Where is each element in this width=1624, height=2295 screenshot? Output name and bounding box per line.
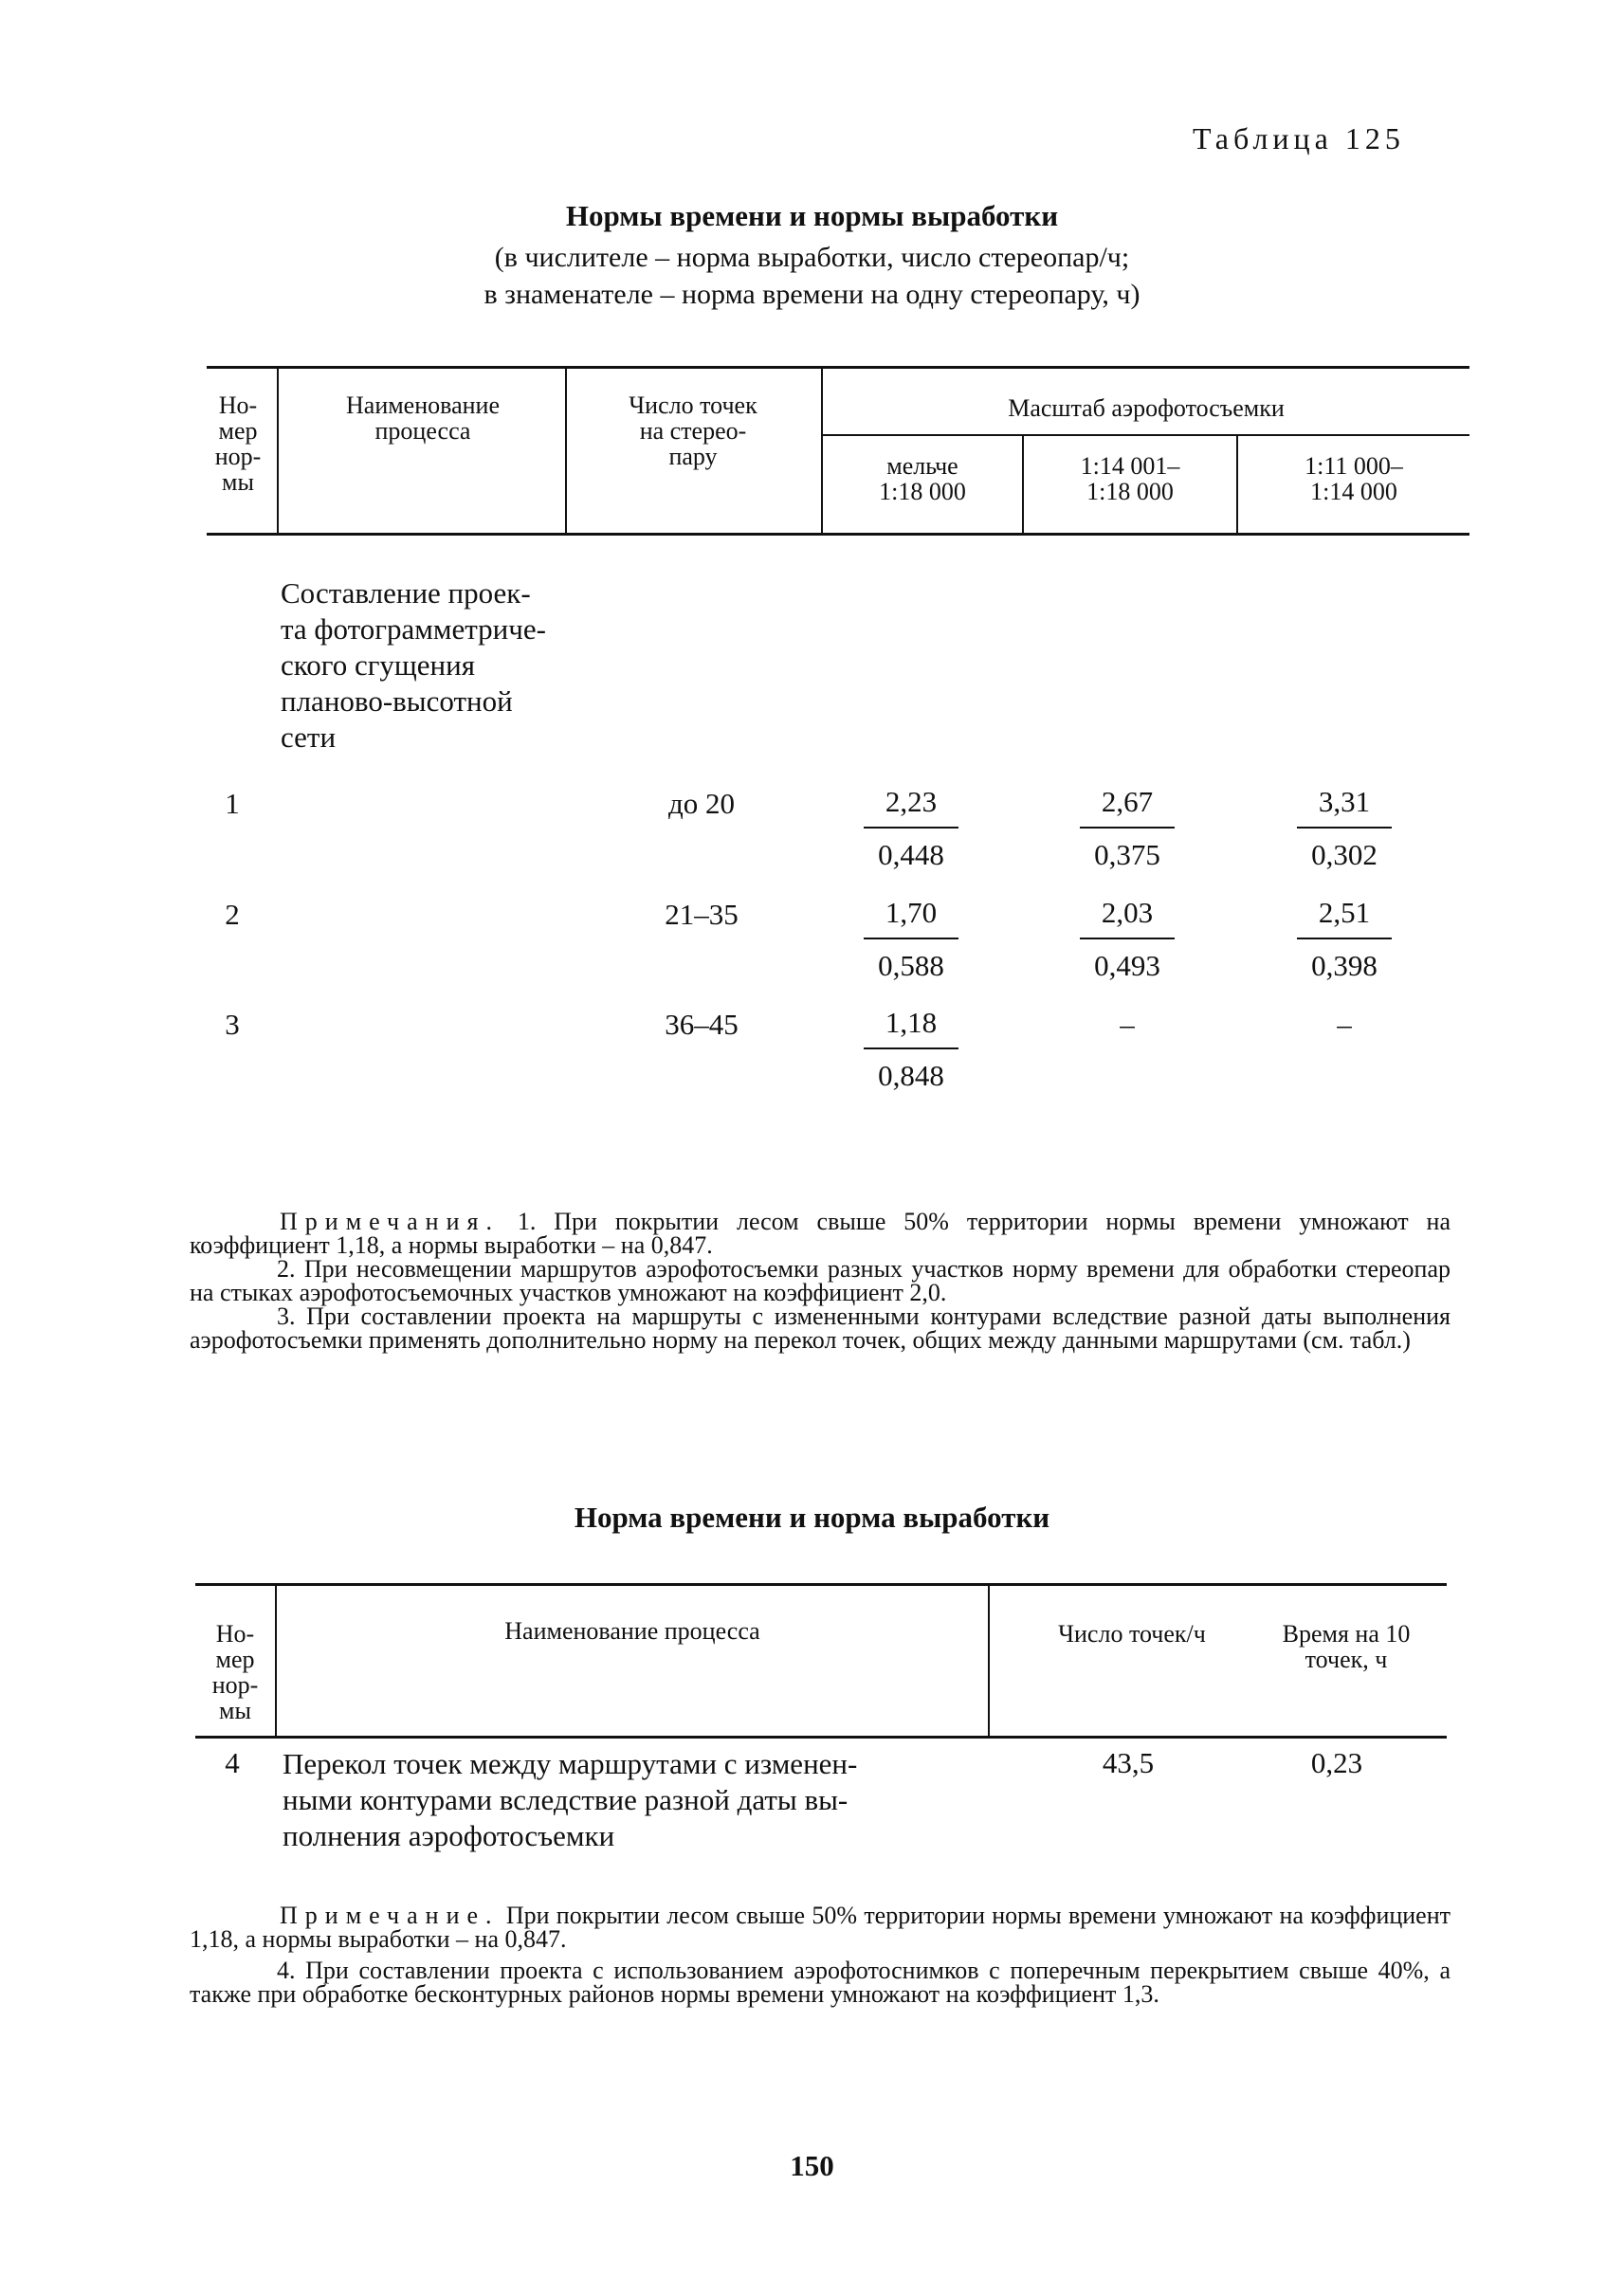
table2-header-process-name: Наименование процесса bbox=[504, 1617, 760, 1645]
table1-header-norm-number: Но- мер нор- мы bbox=[214, 392, 262, 496]
table2-col-divider bbox=[275, 1583, 277, 1738]
table1-row3-value-col2: – bbox=[1120, 1008, 1135, 1041]
table2-header-bottom-rule bbox=[195, 1736, 1447, 1739]
table1-row3-points: 36–45 bbox=[665, 1008, 739, 1041]
table1-row1-value-col1: $\frac{2,23}{0,448}$ bbox=[864, 783, 958, 874]
table1-scale-rule bbox=[821, 434, 1469, 436]
table1-row2-value-col1: $\frac{1,70}{0,588}$ bbox=[864, 894, 958, 985]
table1-row3-value-col1: $\frac{1,18}{0,848}$ bbox=[864, 1004, 958, 1095]
table1-top-rule bbox=[207, 366, 1469, 369]
table1-subtitle-line1: (в числителе – норма выработки, число стереопар/ч; bbox=[494, 242, 1130, 273]
table1-row1-points: до 20 bbox=[667, 787, 736, 820]
table2-notes bbox=[190, 1903, 1451, 2006]
note-1: 1. При покрытии лесом свыше 50% территории нормы времени умножают на коэффициент 1,18, а нормы выработки – на 0,847. bbox=[190, 1208, 1451, 1259]
table1-row2-value-col3: $\frac{2,51}{0,398}$ bbox=[1297, 894, 1392, 985]
notes2-label: Примечание. bbox=[280, 1902, 500, 1929]
table1-col-divider bbox=[277, 366, 279, 535]
table2-header-time-per-10: Время на 10 точек, ч bbox=[1282, 1620, 1411, 1673]
note-table2: При покрытии лесом свыше 50% территории нормы времени умножают на коэффициент 1,18, а нормы выработки – на 0,847. bbox=[190, 1902, 1451, 1953]
table1-subtitle-line2: в знаменателе – норма времени на одну стереопару, ч) bbox=[484, 279, 1140, 310]
table1-header-scale-col2: 1:14 001– 1:18 000 bbox=[1080, 452, 1180, 505]
note-2: 2. При несовмещении маршрутов аэрофотосъемки разных участков норму времени для обработки стереопар на стыках аэрофотосъемочных участков умножают на коэффициент 2,0. bbox=[190, 1255, 1451, 1306]
notes1-label: Примечания. bbox=[280, 1208, 500, 1235]
table2-row4-process: Перекол точек между маршрутами с изменен- ными контурами вследствие разной даты вы- полнения аэрофотосъемки bbox=[283, 1747, 858, 1852]
table1-header-points: Число точек на стерео- пару bbox=[629, 392, 757, 470]
table1-col-divider bbox=[821, 366, 823, 535]
table2-row4-points-per-hour: 43,5 bbox=[1102, 1746, 1155, 1779]
table2-row4-time: 0,23 bbox=[1310, 1746, 1363, 1779]
table2-header-norm-number: Но- мер нор- мы bbox=[211, 1620, 259, 1724]
table1-row2-points: 21–35 bbox=[665, 898, 739, 931]
table2-title: Норма времени и норма выработки bbox=[574, 1501, 1050, 1534]
table1-notes bbox=[190, 1210, 1451, 1352]
table2-top-rule bbox=[195, 1583, 1447, 1586]
table1-header-scale-col3: 1:11 000– 1:14 000 bbox=[1305, 452, 1403, 505]
table1-header-bottom-rule bbox=[207, 533, 1469, 536]
table1-row2-value-col2: $\frac{2,03}{0,493}$ bbox=[1080, 894, 1175, 985]
table-number-label: Таблица 125 bbox=[1193, 121, 1405, 155]
table1-header-process-name: Наименование процесса bbox=[346, 392, 500, 445]
table1-row1-number: 1 bbox=[225, 787, 240, 820]
table1-row1-value-col3: $\frac{3,31}{0,302}$ bbox=[1297, 783, 1392, 874]
table1-row3-value-col3: – bbox=[1337, 1008, 1352, 1041]
page-number: 150 bbox=[790, 2149, 834, 2182]
table1-row3-number: 3 bbox=[225, 1008, 240, 1041]
table1-header-scale: Масштаб аэрофотосъемки bbox=[1008, 394, 1285, 422]
table2-row4-number: 4 bbox=[225, 1746, 240, 1779]
table2-col-divider bbox=[988, 1583, 990, 1738]
table2-header-points-per-hour: Число точек/ч bbox=[1058, 1620, 1206, 1648]
table1-row1-value-col2: $\frac{2,67}{0,375}$ bbox=[1080, 783, 1175, 874]
table1-process-description: Составление проек- та фотограмметриче- ского сгущения планово-высотной сети bbox=[281, 576, 546, 754]
table1-title: Нормы времени и нормы выработки bbox=[565, 199, 1059, 232]
table1-row2-number: 2 bbox=[225, 898, 240, 931]
note-3: 3. При составлении проекта на маршруты с измененными контурами вследствие разной даты выполнения аэрофотосъемки применять дополнительно норму на перекол точек, общих между данными маршрутами (см. табл.) bbox=[190, 1302, 1451, 1354]
note-4: 4. При составлении проекта с использованием аэрофотоснимков с поперечным перекрытием свыше 40%, а также при обработке бесконтурных районов нормы времени умножают на коэффициент 1,3. bbox=[190, 1957, 1451, 2008]
table1-header-scale-col1: мельче 1:18 000 bbox=[879, 452, 966, 505]
